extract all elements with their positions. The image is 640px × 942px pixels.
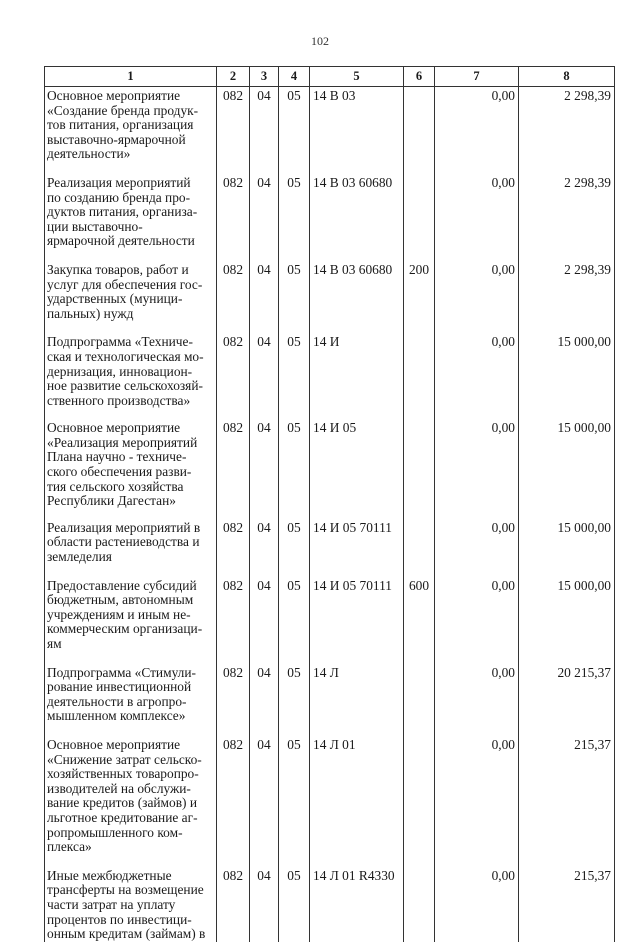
amount-col8-cell: 20 215,37	[519, 664, 615, 736]
row-name-line: пальных) нужд	[47, 305, 134, 321]
target-article-cell: 14 Л 01 R4330	[310, 867, 404, 942]
amount-col8-cell: 15 000,00	[519, 333, 615, 419]
page-number: 102	[311, 34, 329, 48]
row-name-line: дернизация, инновацион-	[47, 363, 193, 379]
row-name-cell	[45, 333, 217, 419]
amount-col7-cell: 0,00	[435, 87, 519, 174]
row-name-line: изводителей на обслужи-	[47, 780, 191, 796]
target-article-cell: 14 И 05	[310, 419, 404, 519]
row-name-line: хозяйственных товаропро-	[47, 766, 199, 782]
admin-code-cell: 082	[217, 867, 250, 942]
target-article-cell: 14 И 05 70111	[310, 577, 404, 664]
subsection-code-cell: 05	[279, 87, 310, 174]
admin-code-cell: 082	[217, 333, 250, 419]
row-name-line: тия сельского хозяйства	[47, 478, 184, 494]
row-name-cell	[45, 577, 217, 664]
row-name-line: Основное мероприятие	[47, 736, 181, 752]
target-article-cell: 14 И 05 70111	[310, 519, 404, 577]
subsection-code-cell: 05	[279, 664, 310, 736]
row-name-cell	[45, 867, 217, 942]
table-row	[45, 261, 615, 333]
amount-col8-cell: 15 000,00	[519, 419, 615, 519]
target-article-cell: 14 Л	[310, 664, 404, 736]
table-row	[45, 174, 615, 261]
subsection-code-cell: 05	[279, 261, 310, 333]
target-article-cell: 14 В 03 60680	[310, 174, 404, 261]
row-name-line: коммерческим организаци-	[47, 621, 203, 637]
amount-col7-cell: 0,00	[435, 664, 519, 736]
admin-code-cell: 082	[217, 87, 250, 174]
row-name-line: деятельности»	[47, 146, 131, 162]
header-col-2: 2	[217, 67, 250, 87]
amount-col7-cell: 0,00	[435, 519, 519, 577]
table-row	[45, 867, 615, 942]
row-name-cell	[45, 736, 217, 867]
expense-type-cell	[404, 333, 435, 419]
header-col-5: 5	[310, 67, 404, 87]
subsection-code-cell: 05	[279, 419, 310, 519]
section-code-cell: 04	[250, 419, 279, 519]
row-name-line: Подпрограмма «Стимули-	[47, 664, 196, 680]
section-code-cell: 04	[250, 174, 279, 261]
expense-type-cell	[404, 87, 435, 174]
table-row	[45, 664, 615, 736]
amount-col8-cell: 215,37	[519, 736, 615, 867]
row-name-line: Закупка товаров, работ и	[47, 261, 189, 277]
expense-type-cell	[404, 519, 435, 577]
amount-col7-cell: 0,00	[435, 736, 519, 867]
row-name-cell	[45, 664, 217, 736]
row-name-line: ное развитие сельскохозяй-	[47, 378, 203, 394]
header-col-7: 7	[435, 67, 519, 87]
header-col-8: 8	[519, 67, 615, 87]
table-row	[45, 87, 615, 174]
row-name-line: Основное мероприятие	[47, 88, 181, 103]
expense-type-cell	[404, 174, 435, 261]
row-name-line: бюджетным, автономным	[47, 592, 194, 608]
section-code-cell: 04	[250, 261, 279, 333]
amount-col8-cell: 15 000,00	[519, 577, 615, 664]
subsection-code-cell: 05	[279, 174, 310, 261]
subsection-code-cell: 05	[279, 519, 310, 577]
section-code-cell: 04	[250, 577, 279, 664]
expense-type-cell	[404, 664, 435, 736]
subsection-code-cell: 05	[279, 867, 310, 942]
amount-col7-cell: 0,00	[435, 261, 519, 333]
amount-col7-cell: 0,00	[435, 867, 519, 942]
row-name-line: ского обеспечения разви-	[47, 464, 192, 480]
section-code-cell: 04	[250, 333, 279, 419]
row-name-line: части затрат на уплату	[47, 896, 176, 912]
row-name-line: онным кредитам (займам) в	[47, 926, 206, 942]
table-row	[45, 736, 615, 867]
subsection-code-cell: 05	[279, 736, 310, 867]
row-name-line: трансферты на возмещение	[47, 882, 204, 898]
expense-type-cell: 200	[404, 261, 435, 333]
row-name-line: дуктов питания, организа-	[47, 204, 198, 220]
subsection-code-cell: 05	[279, 333, 310, 419]
section-code-cell: 04	[250, 87, 279, 174]
expense-type-cell	[404, 867, 435, 942]
row-name-line: Предоставление субсидий	[47, 577, 197, 593]
amount-col8-cell: 2 298,39	[519, 261, 615, 333]
row-name-line: ропромышленного ком-	[47, 824, 183, 840]
row-name-line: области растениеводства и	[47, 534, 200, 550]
admin-code-cell: 082	[217, 419, 250, 519]
row-name-line: ская и технологическая мо-	[47, 348, 204, 364]
row-name-cell	[45, 87, 217, 174]
row-name-line: по созданию бренда про-	[47, 189, 191, 205]
header-col-4: 4	[279, 67, 310, 87]
row-name-line: ственного производства»	[47, 392, 191, 408]
row-name-line: ударственных (муници-	[47, 291, 183, 307]
row-name-line: Подпрограмма «Техниче-	[47, 334, 193, 350]
row-name-cell	[45, 519, 217, 577]
row-name-line: Реализация мероприятий в	[47, 519, 201, 535]
amount-col8-cell: 2 298,39	[519, 174, 615, 261]
amount-col7-cell: 0,00	[435, 174, 519, 261]
row-name-cell	[45, 261, 217, 333]
row-name-line: «Снижение затрат сельско-	[47, 751, 202, 767]
amount-col7-cell: 0,00	[435, 333, 519, 419]
row-name-cell	[45, 174, 217, 261]
row-name-line: ции выставочно-	[47, 218, 143, 234]
admin-code-cell: 082	[217, 174, 250, 261]
budget-table	[44, 66, 615, 942]
row-name-line: рование инвестиционной	[47, 679, 192, 695]
expense-type-cell	[404, 419, 435, 519]
target-article-cell: 14 Л 01	[310, 736, 404, 867]
row-name-line: выставочно-ярмарочной	[47, 131, 186, 147]
row-name-line: «Реализация мероприятий	[47, 434, 198, 450]
row-name-line: плекса»	[47, 839, 92, 855]
header-row	[45, 67, 615, 87]
header-col-3: 3	[250, 67, 279, 87]
amount-col7-cell: 0,00	[435, 419, 519, 519]
row-name-line: Республики Дагестан»	[47, 493, 176, 509]
amount-col8-cell: 215,37	[519, 867, 615, 942]
header-col-1: 1	[45, 67, 217, 87]
row-name-line: вание кредитов (займов) и	[47, 795, 198, 811]
row-name-line: услуг для обеспечения гос-	[47, 276, 203, 292]
row-name-line: ям	[47, 636, 62, 651]
expense-type-cell	[404, 736, 435, 867]
table-row	[45, 519, 615, 577]
amount-col8-cell: 15 000,00	[519, 519, 615, 577]
section-code-cell: 04	[250, 519, 279, 577]
subsection-code-cell: 05	[279, 577, 310, 664]
row-name-line: Иные межбюджетные	[47, 867, 172, 883]
row-name-line: Реализация мероприятий	[47, 174, 191, 190]
section-code-cell: 04	[250, 664, 279, 736]
row-name-line: мышленном комплексе»	[47, 708, 186, 724]
row-name-line: льготное кредитование аг-	[47, 809, 198, 825]
amount-col8-cell: 2 298,39	[519, 87, 615, 174]
admin-code-cell: 082	[217, 519, 250, 577]
admin-code-cell: 082	[217, 664, 250, 736]
row-name-line: деятельности в агропро-	[47, 693, 187, 709]
row-name-line: земледелия	[47, 549, 112, 565]
table-row	[45, 333, 615, 419]
row-name-line: учреждениям и иным не-	[47, 606, 191, 622]
target-article-cell: 14 В 03 60680	[310, 261, 404, 333]
admin-code-cell: 082	[217, 261, 250, 333]
target-article-cell: 14 В 03	[310, 87, 404, 174]
section-code-cell: 04	[250, 736, 279, 867]
row-name-line: «Создание бренда продук-	[47, 102, 199, 118]
row-name-line: Плана научно - техниче-	[47, 449, 187, 465]
target-article-cell: 14 И	[310, 333, 404, 419]
table-row	[45, 577, 615, 664]
row-name-line: процентов по инвестици-	[47, 911, 192, 927]
amount-col7-cell: 0,00	[435, 577, 519, 664]
row-name-line: Основное мероприятие	[47, 420, 181, 436]
row-name-line: тов питания, организация	[47, 117, 194, 133]
row-name-line: ярмарочной деятельности	[47, 233, 195, 249]
section-code-cell: 04	[250, 867, 279, 942]
admin-code-cell: 082	[217, 736, 250, 867]
header-col-6: 6	[404, 67, 435, 87]
admin-code-cell: 082	[217, 577, 250, 664]
table-row	[45, 419, 615, 519]
row-name-cell	[45, 419, 217, 519]
expense-type-cell: 600	[404, 577, 435, 664]
